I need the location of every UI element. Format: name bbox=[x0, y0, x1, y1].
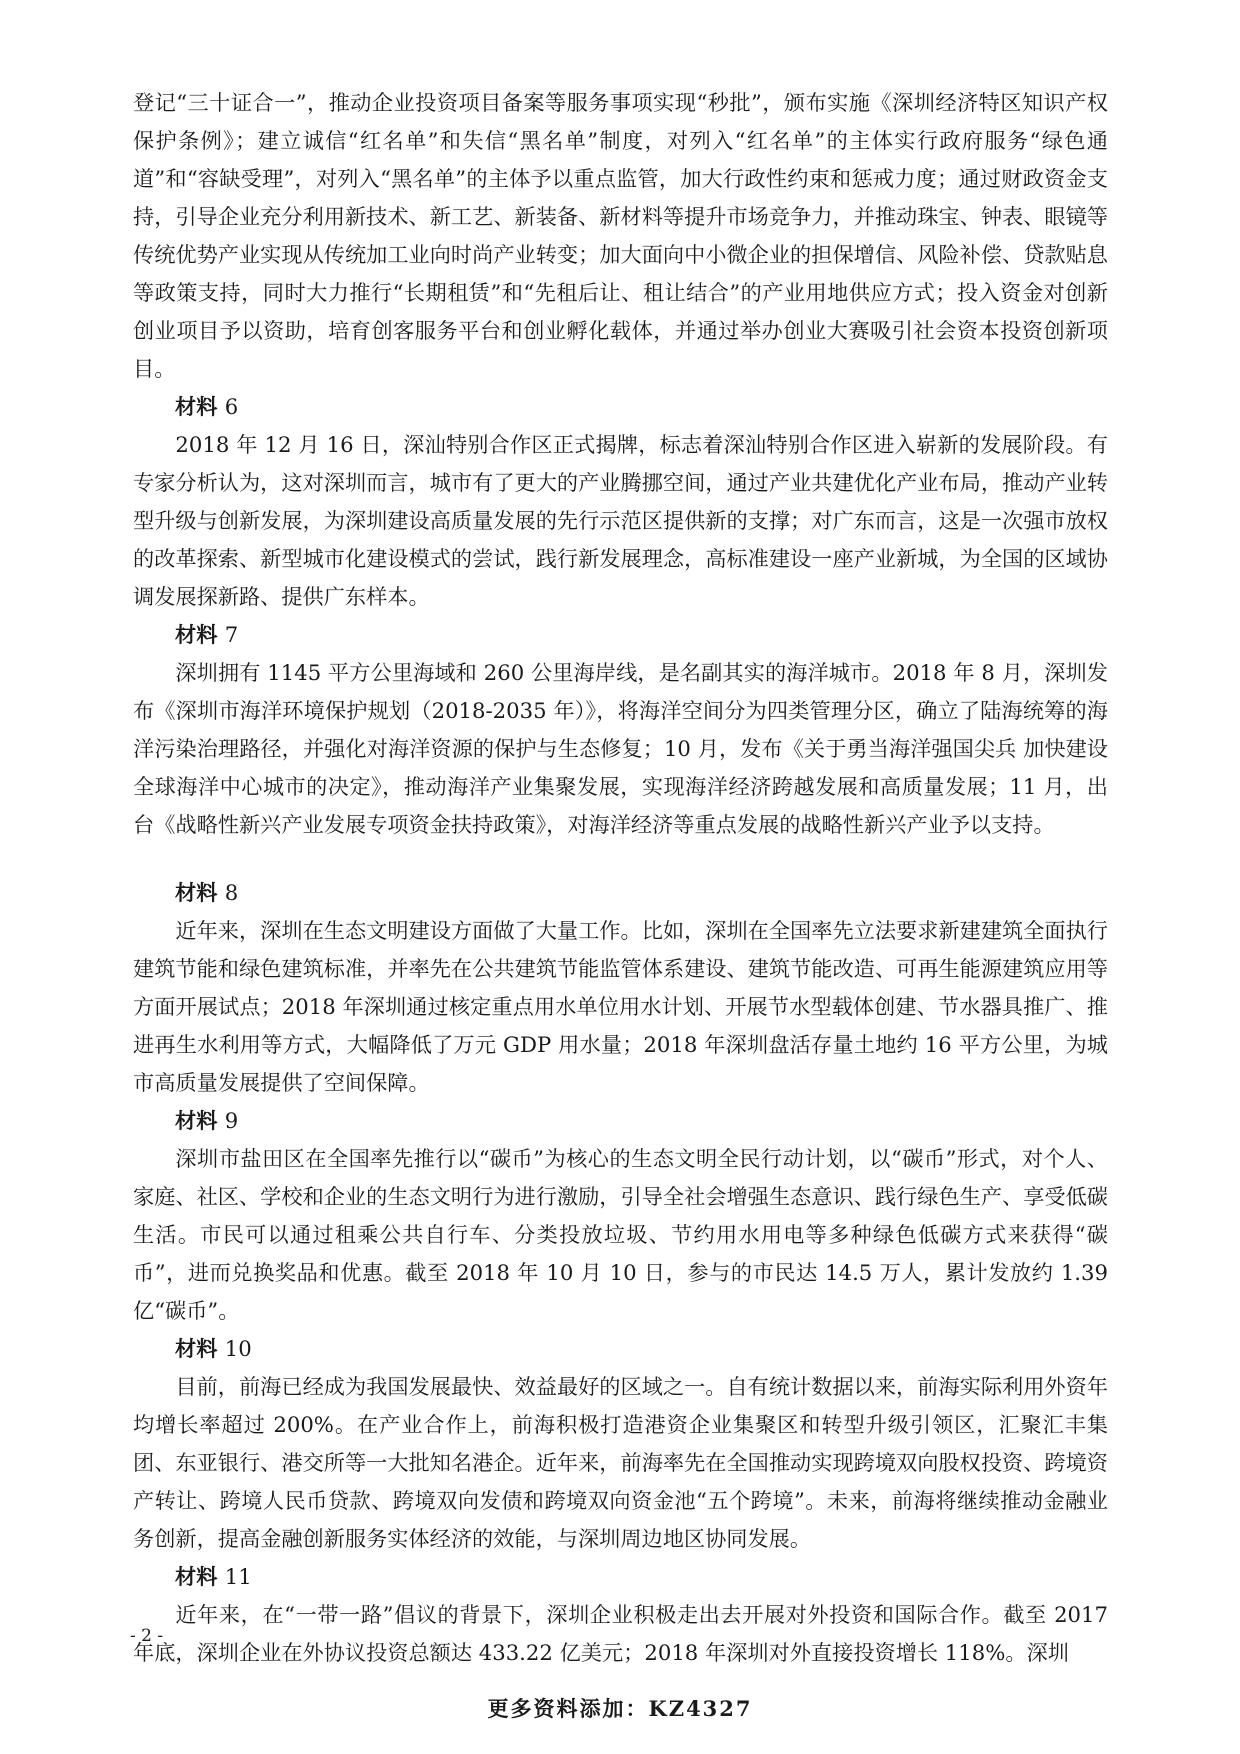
paragraph-material-7: 深圳拥有 1145 平方公里海域和 260 公里海岸线，是名副其实的海洋城市。2018 年 8 月，深圳发布《深圳市海洋环境保护规划（2018-2035 年）》，将海洋空间分为四类管理分区，确立了陆海统筹的海洋污染治理路径，并强化对海洋资源的保护与生态修复；10 月，发布《关于勇当海洋强国尖兵 加快建设全球海洋中心城市的决定》，推动海洋产业集聚发展，实现海洋经济跨越发展和高质量发展；11 月，出台《战略性新兴产业发展专项资金扶持政策》，对海洋经济等重点发展的战略性新兴产业予以支持。 bbox=[133, 660, 1108, 837]
heading-number: 6 bbox=[224, 394, 239, 419]
heading-material-7 bbox=[133, 616, 1108, 654]
heading-label: 材料 bbox=[175, 394, 218, 419]
paragraph-material-9: 深圳市盐田区在全国率先推行以“碳币”为核心的生态文明全民行动计划，以“碳币”形式，对个人、家庭、社区、学校和企业的生态文明行为进行激励，引导全社会增强生态意识、践行绿色生产、享受低碳生活。市民可以通过租乘公共自行车、分类投放垃圾、节约用水用电等多种绿色低碳方式来获得“碳币”，进而兑换奖品和优惠。截至 2018 年 10 月 10 日，参与的市民达 14.5 万人，累计发放约 1.39 亿“碳币”。 bbox=[133, 1146, 1108, 1323]
heading-number: 11 bbox=[224, 1564, 252, 1589]
heading-number: 7 bbox=[224, 622, 239, 647]
heading-label: 材料 bbox=[175, 1564, 218, 1589]
paragraph-material-8: 近年来，深圳在生态文明建设方面做了大量工作。比如，深圳在全国率先立法要求新建建筑全面执行建筑节能和绿色建筑标准，并率先在公共建筑节能监管体系建设、建筑节能改造、可再生能源建筑应用等方面开展试点；2018 年深圳通过核定重点用水单位用水计划、开展节水型载体创建、节水器具推广、推进再生水利用等方式，大幅降低了万元 GDP 用水量；2018 年深圳盘活存量土地约 16 平方公里，为城市高质量发展提供了空间保障。 bbox=[133, 918, 1108, 1095]
heading-material-10 bbox=[133, 1330, 1108, 1368]
heading-number: 8 bbox=[224, 880, 239, 905]
heading-material-9 bbox=[133, 1102, 1108, 1140]
heading-number: 9 bbox=[224, 1108, 239, 1133]
heading-label: 材料 bbox=[175, 880, 218, 905]
heading-label: 材料 bbox=[175, 622, 218, 647]
heading-label: 材料 bbox=[175, 1108, 218, 1133]
heading-number: 10 bbox=[224, 1336, 252, 1361]
footer-note: 更多资料添加：KZ4327 bbox=[487, 1696, 753, 1721]
heading-material-11 bbox=[133, 1558, 1108, 1596]
document-body bbox=[133, 84, 1108, 1672]
paragraph-material-10: 目前，前海已经成为我国发展最快、效益最好的区域之一。自有统计数据以来，前海实际利用外资年均增长率超过 200%。在产业合作上，前海积极打造港资企业集聚区和转型升级引领区，汇聚汇丰集团、东亚银行、港交所等一大批知名港企。近年来，前海率先在全国推动实现跨境双向股权投资、跨境资产转让、跨境人民币贷款、跨境双向发债和跨境双向资金池“五个跨境”。未来，前海将继续推动金融业务创新，提高金融创新服务实体经济的效能，与深圳周边地区协同发展。 bbox=[133, 1374, 1108, 1551]
page-number: - 2 - bbox=[130, 1626, 164, 1646]
heading-material-6 bbox=[133, 388, 1108, 426]
heading-label: 材料 bbox=[175, 1336, 218, 1361]
heading-material-8 bbox=[133, 874, 1108, 912]
spacer bbox=[133, 844, 1108, 874]
paragraph-material-6: 2018 年 12 月 16 日，深汕特别合作区正式揭牌，标志着深汕特别合作区进入崭新的发展阶段。有专家分析认为，这对深圳而言，城市有了更大的产业腾挪空间，通过产业共建优化产业布局，推动产业转型升级与创新发展，为深圳建设高质量发展的先行示范区提供新的支撑；对广东而言，这是一次强市放权的改革探索、新型城市化建设模式的尝试，践行新发展理念，高标准建设一座产业新城，为全国的区域协调发展探新路、提供广东样本。 bbox=[133, 432, 1108, 609]
paragraph-material-11: 近年来，在“一带一路”倡议的背景下，深圳企业积极走出去开展对外投资和国际合作。截至 2017 年底，深圳企业在外协议投资总额达 433.22 亿美元；2018 年深圳对外直接投资增长 118%。深圳 bbox=[133, 1602, 1108, 1665]
paragraph-continued: 登记“三十证合一”，推动企业投资项目备案等服务事项实现“秒批”，颁布实施《深圳经济特区知识产权保护条例》；建立诚信“红名单”和失信“黑名单”制度，对列入“红名单”的主体实行政府服务“绿色通道”和“容缺受理”，对列入“黑名单”的主体予以重点监管，加大行政性约束和惩戒力度；通过财政资金支持，引导企业充分利用新技术、新工艺、新装备、新材料等提升市场竞争力，并推动珠宝、钟表、眼镜等传统优势产业实现从传统加工业向时尚产业转变；加大面向中小微企业的担保增信、风险补偿、贷款贴息等政策支持，同时大力推行“长期租赁”和“先租后让、租让结合”的产业用地供应方式；投入资金对创新创业项目予以资助，培育创客服务平台和创业孵化载体，并通过举办创业大赛吸引社会资本投资创新项目。 bbox=[133, 90, 1108, 381]
